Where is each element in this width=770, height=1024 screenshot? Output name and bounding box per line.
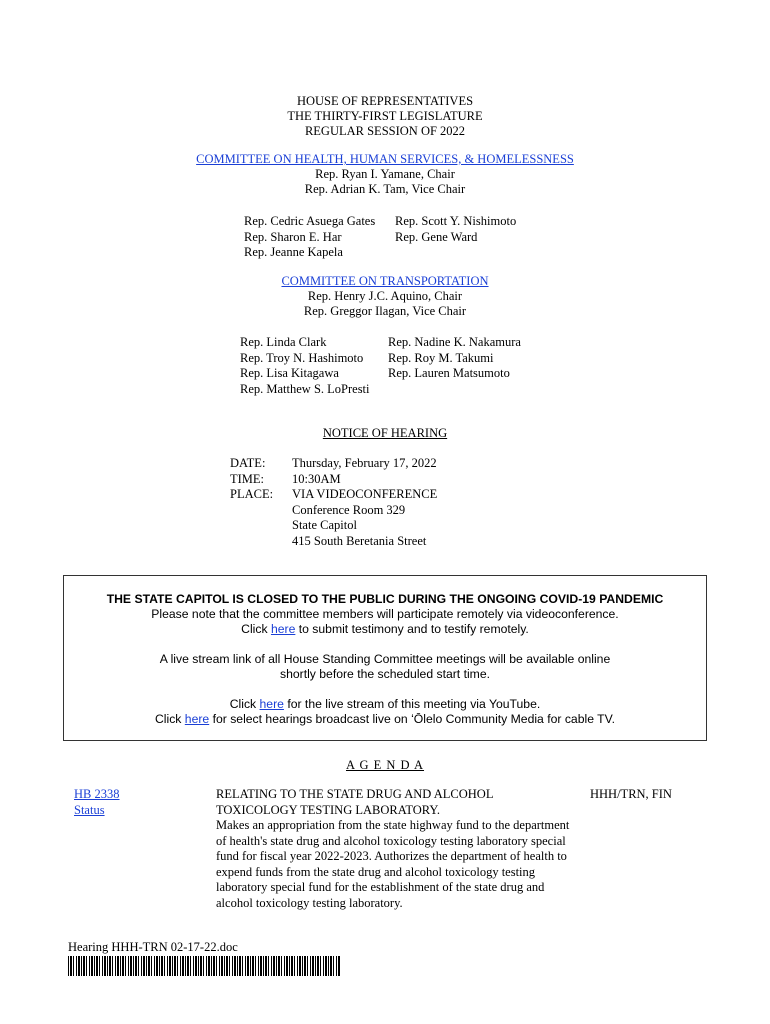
legislature-name: THE THIRTY-FIRST LEGISLATURE [287,109,483,124]
bill-desc-line: Makes an appropriation from the state highway fund to the department [216,818,570,832]
committee-trn-link[interactable]: COMMITTEE ON TRANSPORTATION [281,274,489,288]
document-header [0,94,770,140]
member: Rep. Cedric Asuega Gates [244,214,376,228]
bill-title-line: TOXICOLOGY TESTING LABORATORY. [216,802,440,817]
member: Rep. Scott Y. Nishimoto [395,214,517,228]
committee-hhh-chair: Rep. Ryan I. Yamane, Chair [315,167,455,182]
place-line: Conference Room 329 [292,502,406,517]
place-line: VIA VIDEOCONFERENCE [292,487,438,501]
notice-title-wrap [0,426,770,441]
bill-desc-line: fund for fiscal year 2022-2023. Authorizes the department of health to [216,849,567,863]
member: Rep. Troy N. Hashimoto [240,350,364,365]
bill-link-hb2338[interactable]: HB 2338 [74,787,120,801]
member: Rep. Linda Clark [240,335,327,349]
time-label: TIME: [230,471,265,486]
bill-desc-line: alcohol toxicology testing laboratory. [216,895,403,910]
member: Rep. Roy M. Takumi [388,350,494,365]
member: Rep. Matthew S. LoPresti [240,381,370,396]
testimony-here-link[interactable]: here [270,622,296,636]
youtube-here-link[interactable]: here [259,697,284,711]
bill-desc-line: laboratory special fund for the establishment of the state drug and [216,880,545,894]
agenda-title-wrap [0,758,770,773]
date-label: DATE: [230,456,266,470]
date-value: Thursday, February 17, 2022 [292,456,437,470]
livestream-note-2: shortly before the scheduled start time. [279,667,490,681]
referral-text: HHH/TRN, FIN [590,787,672,801]
committee-hhh-members-right [395,214,516,245]
chamber-name: HOUSE OF REPRESENTATIVES [296,94,474,108]
committee-hhh [0,152,770,198]
place-line: State Capitol [292,518,357,532]
member: Rep. Nadine K. Nakamura [388,335,521,349]
remote-note: Please note that the committee members will participate remotely via videoconference. [151,607,619,621]
notice-title: NOTICE OF HEARING [322,426,448,440]
member: Rep. Lisa Kitagawa [240,366,339,380]
covid-notice-box [63,575,707,741]
hearing-labels [230,456,273,503]
committee-trn [0,274,770,320]
place-line: 415 South Beretania Street [292,533,427,548]
hearing-values [292,456,437,549]
olelo-here-link[interactable]: here [184,712,210,726]
testimony-line: Click here to submit testimony and to testify remotely. [241,622,529,636]
session-name: REGULAR SESSION OF 2022 [304,124,466,139]
agenda-item-links [74,787,120,818]
livestream-note-1: A live stream link of all House Standing Committee meetings will be available online [159,652,611,666]
member: Rep. Sharon E. Har [244,229,342,244]
committee-hhh-vice-chair: Rep. Adrian K. Tam, Vice Chair [304,182,466,197]
member: Rep. Lauren Matsumoto [388,366,510,380]
olelo-line: Click here for select hearings broadcast live on ʻŌlelo Community Media for cable TV. [155,712,615,726]
bill-desc-line: expend funds from the state drug and alcohol toxicology testing [216,864,536,879]
committee-hhh-members-left [244,214,375,261]
agenda-item-description [216,787,586,911]
bill-status-link[interactable]: Status [74,802,105,817]
bill-title-line: RELATING TO THE STATE DRUG AND ALCOHOL [216,787,494,801]
bill-desc-line: of health's state drug and alcohol toxicology testing laboratory special [216,833,566,848]
document-barcode [68,956,340,976]
committee-trn-members-right [388,335,521,382]
time-value: 10:30AM [292,471,341,486]
agenda-item-referral [590,787,672,803]
committee-hhh-link[interactable]: COMMITTEE ON HEALTH, HUMAN SERVICES, & HOMELESSNESS [196,152,574,166]
place-label: PLACE: [230,487,274,501]
member: Rep. Jeanne Kapela [244,245,343,259]
committee-trn-members-left [240,335,370,397]
member: Rep. Gene Ward [395,229,478,244]
agenda-title: A G E N D A [345,758,425,772]
committee-trn-vice-chair: Rep. Greggor Ilagan, Vice Chair [303,304,467,319]
footer-filename: Hearing HHH-TRN 02-17-22.doc [68,940,238,954]
covid-headline: THE STATE CAPITOL IS CLOSED TO THE PUBLIC DURING THE ONGOING COVID-19 PANDEMIC [106,592,664,606]
youtube-line: Click here for the live stream of this meeting via YouTube. [229,697,541,711]
committee-trn-chair: Rep. Henry J.C. Aquino, Chair [307,289,463,304]
